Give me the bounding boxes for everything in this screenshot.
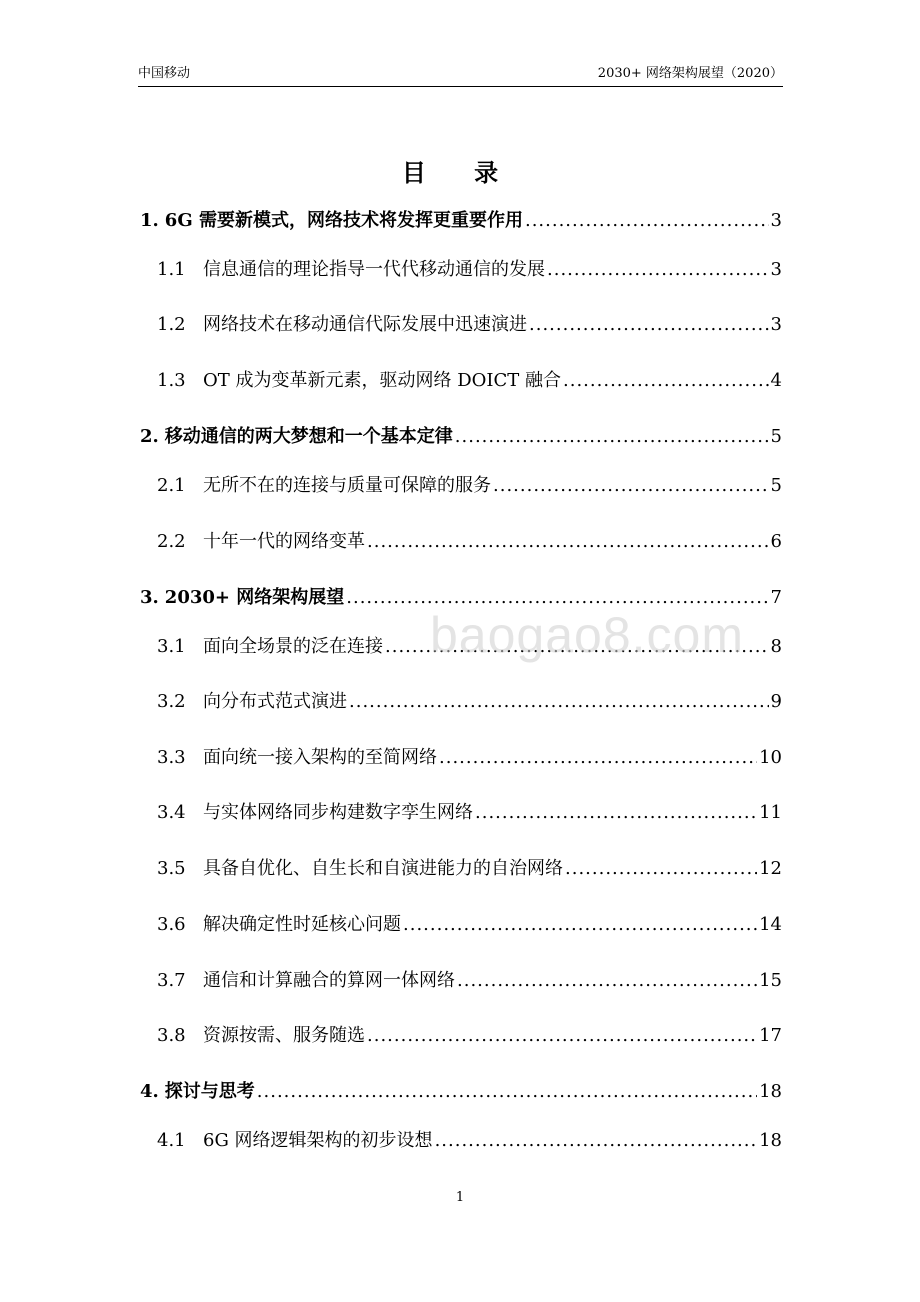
- toc-entry-page: 3: [770, 210, 782, 231]
- toc-entry-number: 1.3: [157, 370, 186, 391]
- toc-leader-dots: [349, 688, 769, 716]
- toc-entry-page: 8: [770, 636, 782, 657]
- toc-entry-page: 15: [759, 970, 782, 991]
- toc-entry-title: 探讨与思考: [164, 1081, 255, 1102]
- toc-entry-title: 与实体网络同步构建数字孪生网络: [203, 802, 473, 823]
- toc-entry[interactable]: [157, 744, 782, 772]
- toc-entry[interactable]: [157, 472, 782, 500]
- toc-leader-dots: [563, 367, 769, 395]
- toc-entry-page: 10: [759, 747, 782, 768]
- toc-entry[interactable]: [157, 367, 782, 395]
- toc-entry-title: 面向全场景的泛在连接: [203, 636, 383, 657]
- toc-leader-dots: [493, 472, 769, 500]
- toc-entry-title: 十年一代的网络变革: [203, 531, 365, 552]
- toc-entry-number: 4.1: [157, 1130, 186, 1151]
- toc-leader-dots: [475, 799, 757, 827]
- toc-entry-page: 12: [759, 858, 782, 879]
- toc-entry-title: 无所不在的连接与质量可保障的服务: [203, 475, 491, 496]
- toc-entry-number: 1.: [140, 210, 159, 231]
- toc-entry-page: 18: [759, 1081, 782, 1102]
- toc-entry[interactable]: [140, 1078, 782, 1106]
- toc-entry-page: 18: [759, 1130, 782, 1151]
- toc-entry-title: 通信和计算融合的算网一体网络: [203, 970, 455, 991]
- toc-entry-page: 5: [770, 426, 782, 447]
- toc-leader-dots: [435, 1127, 758, 1155]
- toc-entry-number: 2.2: [157, 531, 186, 552]
- toc-entry-page: 4: [770, 370, 782, 391]
- toc-entry-page: 11: [759, 802, 782, 823]
- toc-entry-number: 3.: [140, 587, 159, 608]
- toc-entry-title: 移动通信的两大梦想和一个基本定律: [164, 426, 453, 447]
- toc-leader-dots: [457, 967, 757, 995]
- toc-entry[interactable]: [157, 688, 782, 716]
- toc-entry-page: 6: [770, 531, 782, 552]
- toc-title: 目 录: [401, 158, 519, 187]
- toc-entry[interactable]: [140, 207, 782, 235]
- toc-entry-page: 17: [759, 1025, 782, 1046]
- toc-entry-page: 3: [770, 259, 782, 280]
- toc-entry-page: 14: [759, 914, 782, 935]
- toc-entry[interactable]: [157, 1127, 782, 1155]
- toc-entry[interactable]: [157, 855, 782, 883]
- toc-entry[interactable]: [140, 423, 782, 451]
- toc-entry-title: 具备自优化、自生长和自演进能力的自治网络: [203, 858, 563, 879]
- toc-entry-number: 3.6: [157, 914, 186, 935]
- toc-leader-dots: [367, 1022, 757, 1050]
- toc-leader-dots: [439, 744, 757, 772]
- toc-entry-page: 7: [770, 587, 782, 608]
- page-header: [138, 64, 783, 87]
- toc-leader-dots: [547, 256, 769, 284]
- toc-entry-number: 3.8: [157, 1025, 186, 1046]
- toc-entry-number: 3.1: [157, 636, 186, 657]
- header-org: 中国移动: [138, 66, 191, 81]
- toc-entry-title: 2030+ 网络架构展望: [164, 587, 345, 608]
- toc-entry-title: 6G 网络逻辑架构的初步设想: [203, 1130, 433, 1151]
- toc-entry-number: 3.5: [157, 858, 186, 879]
- page-number: 1: [455, 1190, 465, 1205]
- watermark: baogao8.com: [430, 607, 745, 663]
- header-doc-title: 2030+ 网络架构展望（2020）: [597, 66, 783, 81]
- toc-entry-number: 3.2: [157, 691, 186, 712]
- toc-entry[interactable]: [157, 911, 782, 939]
- toc-entry-number: 1.1: [157, 259, 186, 280]
- toc-entry-number: 2.1: [157, 475, 186, 496]
- toc-entry-title: OT 成为变革新元素，驱动网络 DOICT 融合: [203, 370, 562, 391]
- toc-entry[interactable]: [157, 256, 782, 284]
- toc-entry-page: 3: [770, 314, 782, 335]
- toc-entry-number: 3.7: [157, 970, 186, 991]
- toc-entry-number: 3.3: [157, 747, 186, 768]
- toc-leader-dots: [525, 207, 769, 235]
- toc-entry-number: 4.: [140, 1081, 159, 1102]
- toc-entry-title: 向分布式范式演进: [203, 691, 347, 712]
- toc-entry-number: 2.: [140, 426, 159, 447]
- toc-entry-page: 5: [770, 475, 782, 496]
- toc-leader-dots: [257, 1078, 757, 1106]
- toc-leader-dots: [565, 855, 757, 883]
- toc-leader-dots: [367, 528, 769, 556]
- toc-leader-dots: [529, 311, 769, 339]
- toc-entry-number: 1.2: [157, 314, 186, 335]
- toc-entry[interactable]: [157, 1022, 782, 1050]
- toc-entry[interactable]: [157, 967, 782, 995]
- toc-entry[interactable]: [157, 528, 782, 556]
- toc-entry-title: 6G 需要新模式，网络技术将发挥更重要作用: [164, 210, 523, 231]
- toc-entry-number: 3.4: [157, 802, 186, 823]
- toc-entry-title: 资源按需、服务随选: [203, 1025, 365, 1046]
- toc-entry-title: 网络技术在移动通信代际发展中迅速演进: [203, 314, 527, 335]
- toc-leader-dots: [455, 423, 769, 451]
- toc-entry-page: 9: [770, 691, 782, 712]
- toc-entry-title: 信息通信的理论指导一代代移动通信的发展: [203, 259, 545, 280]
- toc-entry-title: 解决确定性时延核心问题: [203, 914, 401, 935]
- toc-leader-dots: [403, 911, 757, 939]
- toc-entry[interactable]: [157, 311, 782, 339]
- toc-entry[interactable]: [157, 799, 782, 827]
- toc-entry-title: 面向统一接入架构的至简网络: [203, 747, 437, 768]
